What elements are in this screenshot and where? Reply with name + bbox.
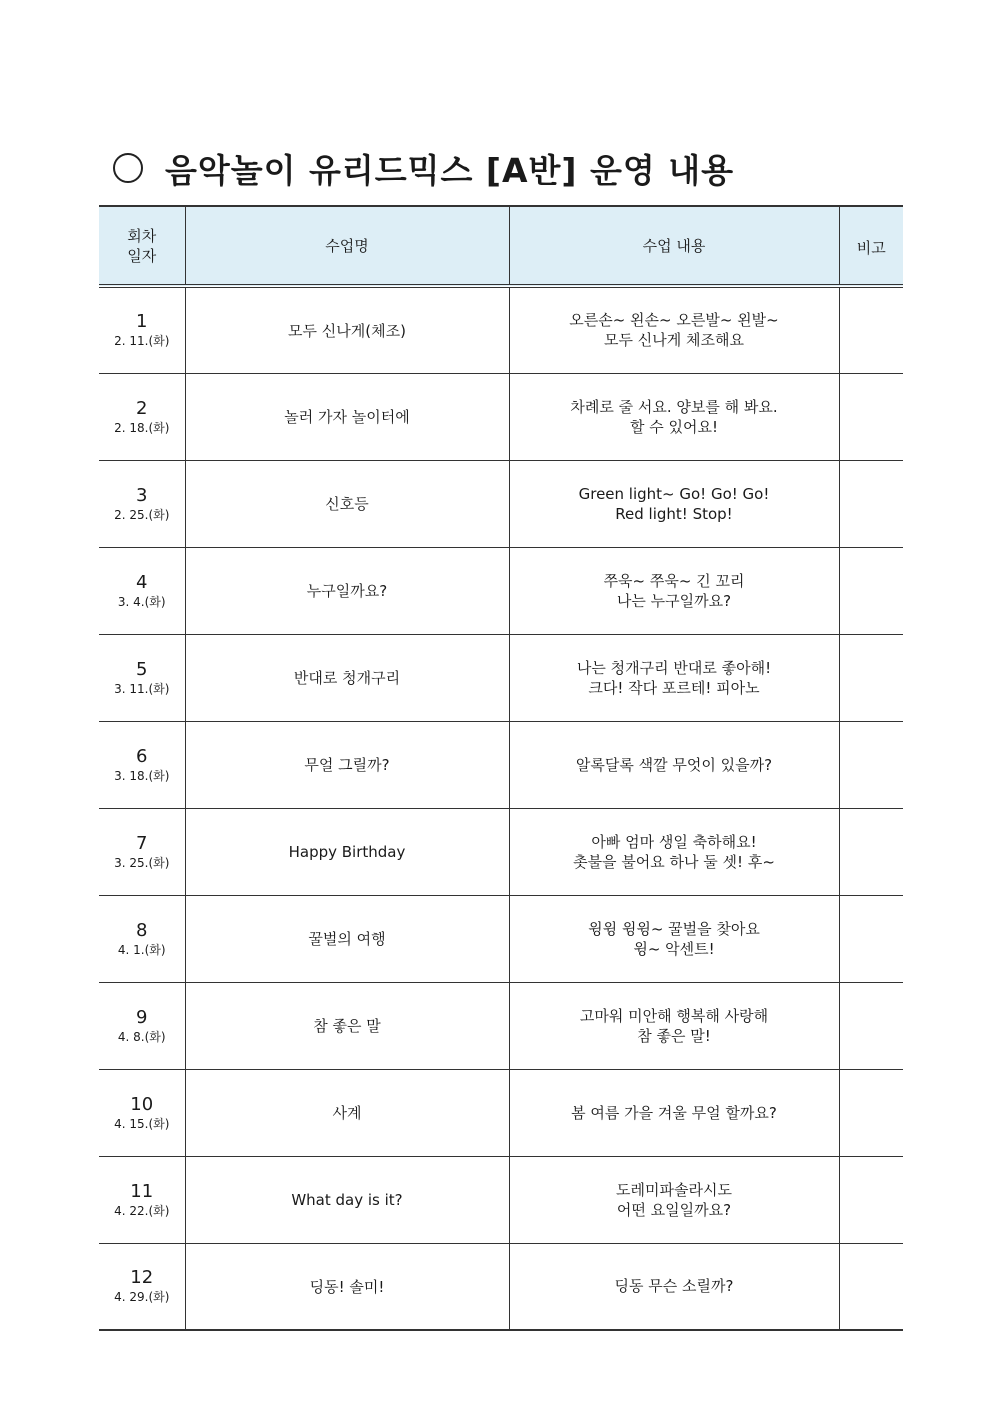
- class-name-cell: 무얼 그릴까?: [185, 721, 509, 808]
- round-date-cell: [99, 808, 185, 895]
- round-number: 9: [136, 1006, 148, 1028]
- content-cell: [509, 808, 839, 895]
- class-name-cell: 딩동! 솔미!: [185, 1243, 509, 1330]
- class-name-cell: 신호등: [185, 460, 509, 547]
- table-row: [99, 634, 903, 721]
- content-cell: [509, 634, 839, 721]
- content-line: 어떤 요일일까요?: [616, 1200, 732, 1219]
- table-row: [99, 460, 903, 547]
- round-number: 11: [130, 1180, 154, 1202]
- session-date: 2. 11.(화): [114, 334, 170, 349]
- round-number: 5: [136, 658, 148, 680]
- round-number: 12: [130, 1267, 154, 1289]
- class-name-cell: Happy Birthday: [185, 808, 509, 895]
- class-name-cell: 놀러 가자 놀이터에: [185, 373, 509, 460]
- schedule-table: [99, 205, 903, 1331]
- table-row: [99, 547, 903, 634]
- table-row: [99, 808, 903, 895]
- session-date: 3. 18.(화): [114, 768, 170, 783]
- round-number: 4: [136, 571, 148, 593]
- content-line: 오른손~ 왼손~ 오른발~ 왼발~: [569, 311, 779, 330]
- content-cell: [509, 982, 839, 1069]
- content-line: 모두 신나게 체조해요: [604, 331, 744, 350]
- round-date-cell: [99, 460, 185, 547]
- table-row: [99, 1069, 903, 1156]
- session-date: 4. 1.(화): [117, 942, 166, 957]
- content-cell: [509, 373, 839, 460]
- table-row: [99, 1156, 903, 1243]
- note-cell: [839, 721, 903, 808]
- content-line: 차례로 줄 서요. 양보를 해 봐요.: [570, 397, 778, 416]
- header-content: 수업 내용: [509, 206, 839, 286]
- content-line: 도레미파솔라시도: [616, 1180, 732, 1199]
- table-row: [99, 721, 903, 808]
- table-row: [99, 1243, 903, 1330]
- page-title-text: 음악놀이 유리드믹스 [A반] 운영 내용: [165, 150, 734, 190]
- content-line: 봄 여름 가을 겨울 무얼 할까요?: [571, 1103, 777, 1122]
- note-cell: [839, 373, 903, 460]
- content-line: 딩동 무슨 소릴까?: [614, 1277, 734, 1296]
- table-row: [99, 895, 903, 982]
- content-cell: [509, 460, 839, 547]
- session-date: 2. 25.(화): [114, 507, 170, 522]
- round-number: 3: [136, 484, 148, 506]
- header-round-date: [99, 206, 185, 286]
- header-note: 비고: [839, 206, 903, 286]
- round-number: 1: [136, 311, 148, 333]
- note-cell: [839, 1243, 903, 1330]
- round-date-cell: [99, 547, 185, 634]
- content-cell: [509, 547, 839, 634]
- note-cell: [839, 982, 903, 1069]
- class-name-cell: 누구일까요?: [185, 547, 509, 634]
- content-line: 고마워 미안해 행복해 사랑해: [579, 1006, 769, 1025]
- content-cell: [509, 1156, 839, 1243]
- content-line: 아빠 엄마 생일 축하해요!: [591, 832, 757, 851]
- note-cell: [839, 634, 903, 721]
- round-date-cell: [99, 1069, 185, 1156]
- content-line: 나는 청개구리 반대로 좋아해!: [576, 658, 772, 677]
- round-date-cell: [99, 1156, 185, 1243]
- note-cell: [839, 1156, 903, 1243]
- class-name-cell: 모두 신나게(체조): [185, 286, 509, 373]
- content-line: 할 수 있어요!: [630, 417, 718, 436]
- content-cell: [509, 1243, 839, 1330]
- content-line: 윙~ 악센트!: [633, 939, 715, 958]
- content-line: 크다! 작다 포르테! 피아노: [588, 678, 760, 697]
- table-row: [99, 286, 903, 373]
- content-cell: [509, 895, 839, 982]
- round-date-cell: [99, 286, 185, 373]
- class-name-cell: What day is it?: [185, 1156, 509, 1243]
- round-date-cell: [99, 373, 185, 460]
- round-number: 8: [136, 919, 148, 941]
- round-number: 7: [136, 832, 148, 854]
- note-cell: [839, 286, 903, 373]
- content-cell: [509, 286, 839, 373]
- header-row: [99, 206, 903, 286]
- content-line: Green light~ Go! Go! Go!: [578, 484, 770, 503]
- content-line: 나는 누구일까요?: [616, 591, 732, 610]
- round-date-cell: [99, 1243, 185, 1330]
- round-date-cell: [99, 634, 185, 721]
- content-line: 윙윙 윙윙~ 꿀벌을 찾아요: [588, 919, 760, 938]
- round-number: 6: [136, 745, 148, 767]
- session-date: 3. 4.(화): [117, 594, 166, 609]
- class-name-cell: 사계: [185, 1069, 509, 1156]
- content-line: Red light! Stop!: [615, 504, 733, 523]
- content-line: 알록달록 색깔 무엇이 있을까?: [575, 755, 773, 774]
- page-title: [113, 146, 734, 190]
- session-date: 2. 18.(화): [114, 420, 170, 435]
- session-date: 4. 22.(화): [114, 1203, 170, 1218]
- round-number: 10: [130, 1093, 154, 1115]
- content-line: 쭈욱~ 쭈욱~ 긴 꼬리: [603, 571, 745, 590]
- note-cell: [839, 808, 903, 895]
- round-date-cell: [99, 895, 185, 982]
- content-line: 촛불을 불어요 하나 둘 셋! 후~: [573, 852, 775, 871]
- round-date-cell: [99, 982, 185, 1069]
- table-row: [99, 373, 903, 460]
- note-cell: [839, 895, 903, 982]
- session-date: 3. 25.(화): [114, 855, 170, 870]
- note-cell: [839, 460, 903, 547]
- header-date: 일자: [127, 246, 157, 265]
- header-class-name: 수업명: [185, 206, 509, 286]
- session-date: 3. 11.(화): [114, 681, 170, 696]
- session-date: 4. 29.(화): [114, 1290, 170, 1305]
- note-cell: [839, 1069, 903, 1156]
- class-name-cell: 꿀벌의 여행: [185, 895, 509, 982]
- class-name-cell: 참 좋은 말: [185, 982, 509, 1069]
- class-name-cell: 반대로 청개구리: [185, 634, 509, 721]
- content-cell: [509, 1069, 839, 1156]
- round-number: 2: [136, 397, 148, 419]
- round-date-cell: [99, 721, 185, 808]
- session-date: 4. 8.(화): [117, 1029, 166, 1044]
- content-line: 참 좋은 말!: [637, 1026, 711, 1045]
- note-cell: [839, 547, 903, 634]
- content-cell: [509, 721, 839, 808]
- table-row: [99, 982, 903, 1069]
- header-round: 회차: [127, 226, 157, 245]
- session-date: 4. 15.(화): [114, 1116, 170, 1131]
- circle-icon: [113, 153, 143, 183]
